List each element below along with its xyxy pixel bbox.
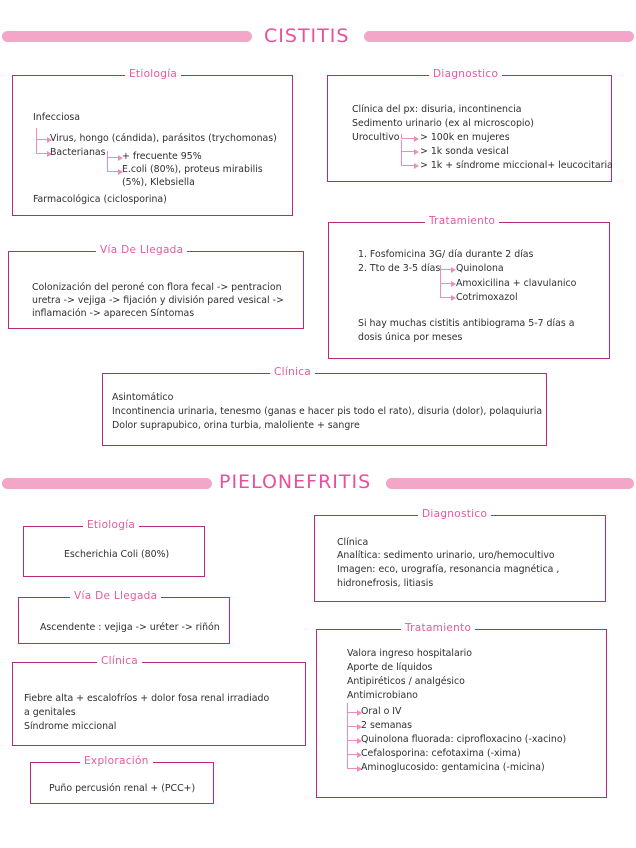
arrow-icon	[36, 140, 47, 154]
arrow-icon	[401, 152, 414, 166]
cistitis-via-label: Vía De Llegada	[96, 244, 187, 257]
trat-nota2: dosis única por meses	[358, 332, 463, 343]
piel-exploracion-text: Puño percusión renal + (PCC+)	[49, 783, 196, 794]
cistitis-tratamiento-label: Tratamiento	[425, 215, 499, 228]
arrow-icon	[107, 158, 118, 172]
piel-exploracion-label: Exploración	[80, 755, 153, 768]
arrow-icon	[347, 703, 357, 713]
diag-urocultivo: Urocultivo	[352, 132, 400, 143]
piel-diag-line4: hidronefrosis, litiasis	[337, 578, 434, 589]
trat-cotrimoxazol: Cotrimoxazol	[456, 292, 518, 303]
piel-trat-cefalosporina: Cefalosporina: cefotaxima (-xima)	[361, 748, 521, 759]
diag-sedimento: Sedimento urinario (ex al microscopio)	[352, 118, 534, 129]
arrow-icon	[347, 713, 357, 727]
trat-quinolona: Quinolona	[456, 263, 504, 274]
etiologia-infecciosa: Infecciosa	[33, 112, 81, 123]
cistitis-diagnostico-label: Diagnostico	[429, 68, 502, 81]
piel-trat-aminoglucosido: Aminoglucosido: gentamicina (-micina)	[361, 762, 545, 773]
etiologia-bacterianas: Bacterianas	[50, 147, 106, 158]
piel-trat-quinolona: Quinolona fluorada: ciprofloxacino (-xacino)	[361, 734, 567, 745]
piel-via-box	[18, 597, 230, 644]
via-line2: uretra -> vejiga -> fijación y división pared vesical ->	[32, 295, 284, 306]
trat-amoxicilina: Amoxicilina + clavulanico	[456, 278, 577, 289]
diag-clinica: Clínica del px: disuria, incontinencia	[352, 104, 522, 115]
clinica-line1: Asintomático	[112, 392, 174, 403]
piel-via-text: Ascendente : vejiga -> uréter -> riñón	[40, 622, 220, 633]
piel-trat-line3: Antipiréticos / analgésico	[347, 676, 465, 687]
piel-diag-line1: Clínica	[337, 537, 369, 548]
piel-trat-line2: Aporte de líquidos	[347, 662, 433, 673]
trat-item1: 1. Fosfomicina 3G/ día durante 2 días	[358, 249, 534, 260]
etiologia-klebsiella: (5%), Klebsiella	[122, 177, 195, 188]
arrow-icon	[440, 270, 451, 284]
piel-trat-oral: Oral o IV	[361, 706, 402, 717]
cistitis-divider-right	[364, 31, 634, 42]
pielonefritis-divider-right	[386, 478, 634, 489]
arrow-icon	[347, 741, 357, 755]
trat-nota1: Si hay muchas cistitis antibiograma 5-7 días a	[358, 318, 575, 329]
clinica-line3: Dolor suprapubico, orina turbia, maloliente + sangre	[112, 420, 360, 431]
piel-trat-semanas: 2 semanas	[361, 720, 413, 731]
diag-sindrome: > 1k + síndrome miccional+ leucocitaria	[420, 160, 613, 171]
piel-diag-line2: Analítica: sedimento urinario, uro/hemocultivo	[337, 550, 555, 561]
clinica-line2: Incontinencia urinaria, tenesmo (ganas e hacer pis todo el rato), disuria (dolor), polaquiuria	[112, 406, 543, 417]
etiologia-virus: Virus, hongo (cándida), parásitos (trychomonas)	[50, 133, 277, 144]
piel-clinica-line3: Síndrome miccional	[24, 721, 117, 732]
piel-clinica-line2: a genitales	[24, 707, 76, 718]
cistitis-divider-left	[2, 31, 252, 42]
trat-item2: 2. Tto de 3-5 días	[358, 263, 441, 274]
cistitis-clinica-label: Clínica	[270, 366, 315, 379]
pielonefritis-divider-left	[2, 478, 212, 489]
piel-tratamiento-label: Tratamiento	[401, 622, 475, 635]
piel-trat-line1: Valora ingreso hospitalario	[347, 648, 472, 659]
etiologia-ecoli: E.coli (80%), proteus mirabilis	[122, 164, 263, 175]
piel-via-label: Vía De Llegada	[70, 590, 161, 603]
etiologia-frecuente: + frecuente 95%	[122, 151, 202, 162]
arrow-icon	[107, 151, 118, 158]
arrow-icon	[347, 727, 357, 741]
arrow-icon	[401, 134, 414, 139]
piel-trat-line4: Antimicrobiano	[347, 690, 418, 701]
diag-sonda: > 1k sonda vesical	[420, 146, 509, 157]
cistitis-title: CISTITIS	[264, 25, 350, 47]
via-line3: inflamación -> aparecen Síntomas	[32, 308, 195, 319]
etiologia-farmacologica: Farmacológica (ciclosporina)	[33, 194, 167, 205]
arrow-icon	[401, 140, 414, 152]
piel-clinica-label: Clínica	[97, 655, 142, 668]
piel-etiologia-text: Escherichia Coli (80%)	[64, 549, 170, 560]
arrow-icon	[440, 284, 451, 298]
piel-diagnostico-label: Diagnostico	[418, 508, 491, 521]
piel-diag-line3: Imagen: eco, urografía, resonancia magnética ,	[337, 564, 560, 575]
cistitis-etiologia-label: Etiología	[125, 68, 181, 81]
pielonefritis-title: PIELONEFRITIS	[219, 471, 372, 493]
diag-mujeres: > 100k en mujeres	[420, 132, 510, 143]
via-line1: Colonización del peroné con flora fecal -> pentracion	[32, 282, 282, 293]
piel-clinica-line1: Fiebre alta + escalofríos + dolor fosa renal irradiado	[24, 693, 270, 704]
piel-etiologia-label: Etiología	[83, 519, 139, 532]
arrow-icon	[347, 755, 357, 769]
arrow-icon	[36, 128, 47, 140]
